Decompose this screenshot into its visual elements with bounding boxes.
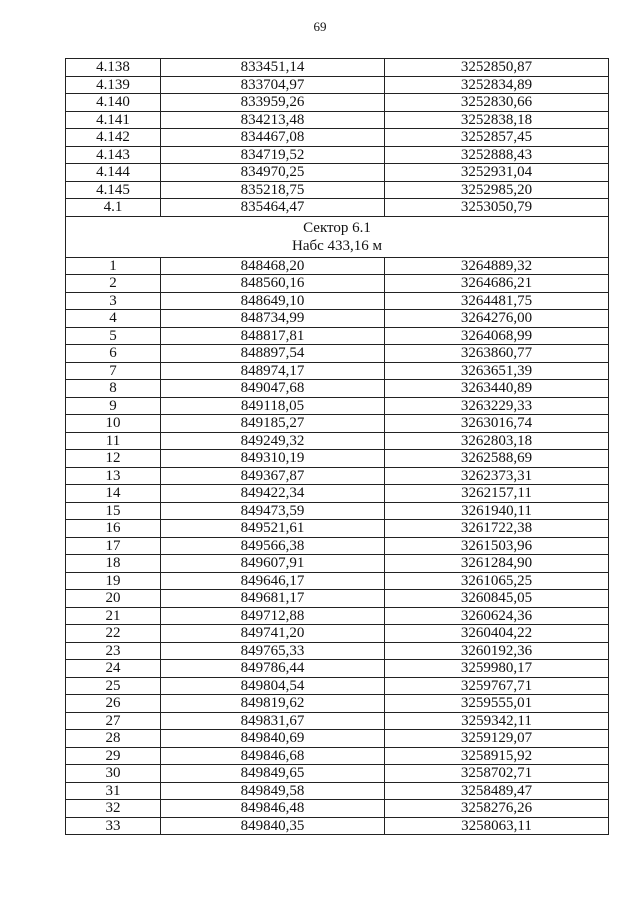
- point-number-cell: 20: [66, 590, 161, 608]
- x-coordinate-cell: 849741,20: [161, 625, 385, 643]
- point-number-cell: 25: [66, 677, 161, 695]
- y-coordinate-cell: 3262157,11: [385, 485, 609, 503]
- table-row: [66, 292, 609, 310]
- point-number-cell: 4.138: [66, 59, 161, 77]
- sector-height: Набс 433,16 м: [291, 237, 383, 254]
- x-coordinate-cell: 849521,61: [161, 520, 385, 538]
- y-coordinate-cell: 3263229,33: [385, 397, 609, 415]
- x-coordinate-cell: 849118,05: [161, 397, 385, 415]
- y-coordinate-cell: 3260192,36: [385, 642, 609, 660]
- x-coordinate-cell: 833704,97: [161, 76, 385, 94]
- y-coordinate-cell: 3264276,00: [385, 310, 609, 328]
- y-coordinate-cell: 3262803,18: [385, 432, 609, 450]
- x-coordinate-cell: 849422,34: [161, 485, 385, 503]
- point-number-cell: 30: [66, 765, 161, 783]
- x-coordinate-cell: 848734,99: [161, 310, 385, 328]
- table-row: [66, 555, 609, 573]
- table-row: [66, 181, 609, 199]
- rows-before-sector: [66, 59, 609, 217]
- table-row: [66, 502, 609, 520]
- x-coordinate-cell: 849786,44: [161, 660, 385, 678]
- table-row: [66, 345, 609, 363]
- y-coordinate-cell: 3260845,05: [385, 590, 609, 608]
- table-row: [66, 146, 609, 164]
- y-coordinate-cell: 3263016,74: [385, 415, 609, 433]
- point-number-cell: 14: [66, 485, 161, 503]
- x-coordinate-cell: 848468,20: [161, 257, 385, 275]
- point-number-cell: 11: [66, 432, 161, 450]
- y-coordinate-cell: 3264889,32: [385, 257, 609, 275]
- table-row: [66, 275, 609, 293]
- y-coordinate-cell: 3258915,92: [385, 747, 609, 765]
- x-coordinate-cell: 848649,10: [161, 292, 385, 310]
- table-row: [66, 59, 609, 77]
- x-coordinate-cell: 835464,47: [161, 199, 385, 217]
- y-coordinate-cell: 3252850,87: [385, 59, 609, 77]
- y-coordinate-cell: 3252985,20: [385, 181, 609, 199]
- table-row: [66, 677, 609, 695]
- point-number-cell: 18: [66, 555, 161, 573]
- table-row: [66, 607, 609, 625]
- point-number-cell: 6: [66, 345, 161, 363]
- x-coordinate-cell: 848560,16: [161, 275, 385, 293]
- y-coordinate-cell: 3262373,31: [385, 467, 609, 485]
- point-number-cell: 5: [66, 327, 161, 345]
- point-number-cell: 9: [66, 397, 161, 415]
- rows-after-sector: [66, 257, 609, 835]
- sector-header-cell: [66, 216, 609, 257]
- table-row: [66, 660, 609, 678]
- x-coordinate-cell: 849566,38: [161, 537, 385, 555]
- point-number-cell: 4.139: [66, 76, 161, 94]
- point-number-cell: 19: [66, 572, 161, 590]
- table-row: [66, 129, 609, 147]
- point-number-cell: 17: [66, 537, 161, 555]
- x-coordinate-cell: 849249,32: [161, 432, 385, 450]
- table-row: [66, 572, 609, 590]
- point-number-cell: 4.143: [66, 146, 161, 164]
- y-coordinate-cell: 3261722,38: [385, 520, 609, 538]
- y-coordinate-cell: 3260624,36: [385, 607, 609, 625]
- y-coordinate-cell: 3259767,71: [385, 677, 609, 695]
- point-number-cell: 3: [66, 292, 161, 310]
- table-row: [66, 199, 609, 217]
- table-row: [66, 642, 609, 660]
- point-number-cell: 32: [66, 800, 161, 818]
- x-coordinate-cell: 849849,58: [161, 782, 385, 800]
- point-number-cell: 4.145: [66, 181, 161, 199]
- table-row: [66, 590, 609, 608]
- point-number-cell: 13: [66, 467, 161, 485]
- x-coordinate-cell: 833959,26: [161, 94, 385, 112]
- sector-title: Сектор 6.1: [303, 219, 371, 236]
- table-row: [66, 362, 609, 380]
- point-number-cell: 7: [66, 362, 161, 380]
- table-row: [66, 747, 609, 765]
- table-row: [66, 695, 609, 713]
- point-number-cell: 29: [66, 747, 161, 765]
- table-row: [66, 327, 609, 345]
- x-coordinate-cell: 833451,14: [161, 59, 385, 77]
- x-coordinate-cell: 849849,65: [161, 765, 385, 783]
- x-coordinate-cell: 849681,17: [161, 590, 385, 608]
- x-coordinate-cell: 849185,27: [161, 415, 385, 433]
- point-number-cell: 4.1: [66, 199, 161, 217]
- point-number-cell: 23: [66, 642, 161, 660]
- y-coordinate-cell: 3258063,11: [385, 817, 609, 835]
- table-row: [66, 94, 609, 112]
- point-number-cell: 15: [66, 502, 161, 520]
- table-row: [66, 397, 609, 415]
- y-coordinate-cell: 3252834,89: [385, 76, 609, 94]
- table-row: [66, 485, 609, 503]
- table-row: [66, 380, 609, 398]
- sector-header-group: [66, 216, 609, 257]
- x-coordinate-cell: 849840,35: [161, 817, 385, 835]
- x-coordinate-cell: 849646,17: [161, 572, 385, 590]
- coordinates-table: [65, 58, 609, 835]
- x-coordinate-cell: 848897,54: [161, 345, 385, 363]
- table-row: [66, 712, 609, 730]
- point-number-cell: 4.140: [66, 94, 161, 112]
- point-number-cell: 26: [66, 695, 161, 713]
- table-row: [66, 730, 609, 748]
- point-number-cell: 16: [66, 520, 161, 538]
- x-coordinate-cell: 849846,68: [161, 747, 385, 765]
- x-coordinate-cell: 834719,52: [161, 146, 385, 164]
- point-number-cell: 27: [66, 712, 161, 730]
- table-row: [66, 164, 609, 182]
- y-coordinate-cell: 3259129,07: [385, 730, 609, 748]
- y-coordinate-cell: 3264686,21: [385, 275, 609, 293]
- y-coordinate-cell: 3259342,11: [385, 712, 609, 730]
- point-number-cell: 28: [66, 730, 161, 748]
- x-coordinate-cell: 849846,48: [161, 800, 385, 818]
- x-coordinate-cell: 849804,54: [161, 677, 385, 695]
- point-number-cell: 22: [66, 625, 161, 643]
- point-number-cell: 2: [66, 275, 161, 293]
- y-coordinate-cell: 3263860,77: [385, 345, 609, 363]
- y-coordinate-cell: 3264068,99: [385, 327, 609, 345]
- point-number-cell: 21: [66, 607, 161, 625]
- x-coordinate-cell: 849831,67: [161, 712, 385, 730]
- table-row: [66, 432, 609, 450]
- point-number-cell: 1: [66, 257, 161, 275]
- y-coordinate-cell: 3263651,39: [385, 362, 609, 380]
- y-coordinate-cell: 3258702,71: [385, 765, 609, 783]
- y-coordinate-cell: 3258276,26: [385, 800, 609, 818]
- x-coordinate-cell: 834213,48: [161, 111, 385, 129]
- y-coordinate-cell: 3261940,11: [385, 502, 609, 520]
- point-number-cell: 8: [66, 380, 161, 398]
- point-number-cell: 4.144: [66, 164, 161, 182]
- point-number-cell: 33: [66, 817, 161, 835]
- table-row: [66, 111, 609, 129]
- point-number-cell: 4.142: [66, 129, 161, 147]
- x-coordinate-cell: 834970,25: [161, 164, 385, 182]
- table-row: [66, 817, 609, 835]
- y-coordinate-cell: 3261065,25: [385, 572, 609, 590]
- table-row: [66, 257, 609, 275]
- x-coordinate-cell: 849840,69: [161, 730, 385, 748]
- x-coordinate-cell: 849047,68: [161, 380, 385, 398]
- table-row: [66, 520, 609, 538]
- x-coordinate-cell: 849712,88: [161, 607, 385, 625]
- x-coordinate-cell: 849367,87: [161, 467, 385, 485]
- x-coordinate-cell: 849819,62: [161, 695, 385, 713]
- x-coordinate-cell: 849765,33: [161, 642, 385, 660]
- x-coordinate-cell: 848974,17: [161, 362, 385, 380]
- y-coordinate-cell: 3252838,18: [385, 111, 609, 129]
- y-coordinate-cell: 3261503,96: [385, 537, 609, 555]
- point-number-cell: 10: [66, 415, 161, 433]
- y-coordinate-cell: 3264481,75: [385, 292, 609, 310]
- table-row: [66, 625, 609, 643]
- point-number-cell: 12: [66, 450, 161, 468]
- y-coordinate-cell: 3259980,17: [385, 660, 609, 678]
- table-row: [66, 450, 609, 468]
- table-row: [66, 76, 609, 94]
- sector-header-row: [66, 216, 609, 257]
- x-coordinate-cell: 849310,19: [161, 450, 385, 468]
- y-coordinate-cell: 3252888,43: [385, 146, 609, 164]
- table-row: [66, 800, 609, 818]
- x-coordinate-cell: 848817,81: [161, 327, 385, 345]
- y-coordinate-cell: 3262588,69: [385, 450, 609, 468]
- point-number-cell: 31: [66, 782, 161, 800]
- table-row: [66, 765, 609, 783]
- y-coordinate-cell: 3263440,89: [385, 380, 609, 398]
- y-coordinate-cell: 3261284,90: [385, 555, 609, 573]
- x-coordinate-cell: 849607,91: [161, 555, 385, 573]
- y-coordinate-cell: 3260404,22: [385, 625, 609, 643]
- x-coordinate-cell: 849473,59: [161, 502, 385, 520]
- point-number-cell: 4.141: [66, 111, 161, 129]
- table-row: [66, 467, 609, 485]
- page-number: 69: [313, 19, 327, 34]
- point-number-cell: 24: [66, 660, 161, 678]
- x-coordinate-cell: 834467,08: [161, 129, 385, 147]
- y-coordinate-cell: 3253050,79: [385, 199, 609, 217]
- x-coordinate-cell: 835218,75: [161, 181, 385, 199]
- y-coordinate-cell: 3258489,47: [385, 782, 609, 800]
- point-number-cell: 4: [66, 310, 161, 328]
- y-coordinate-cell: 3252931,04: [385, 164, 609, 182]
- y-coordinate-cell: 3252830,66: [385, 94, 609, 112]
- table-row: [66, 782, 609, 800]
- y-coordinate-cell: 3252857,45: [385, 129, 609, 147]
- table-row: [66, 537, 609, 555]
- y-coordinate-cell: 3259555,01: [385, 695, 609, 713]
- table-row: [66, 310, 609, 328]
- table-row: [66, 415, 609, 433]
